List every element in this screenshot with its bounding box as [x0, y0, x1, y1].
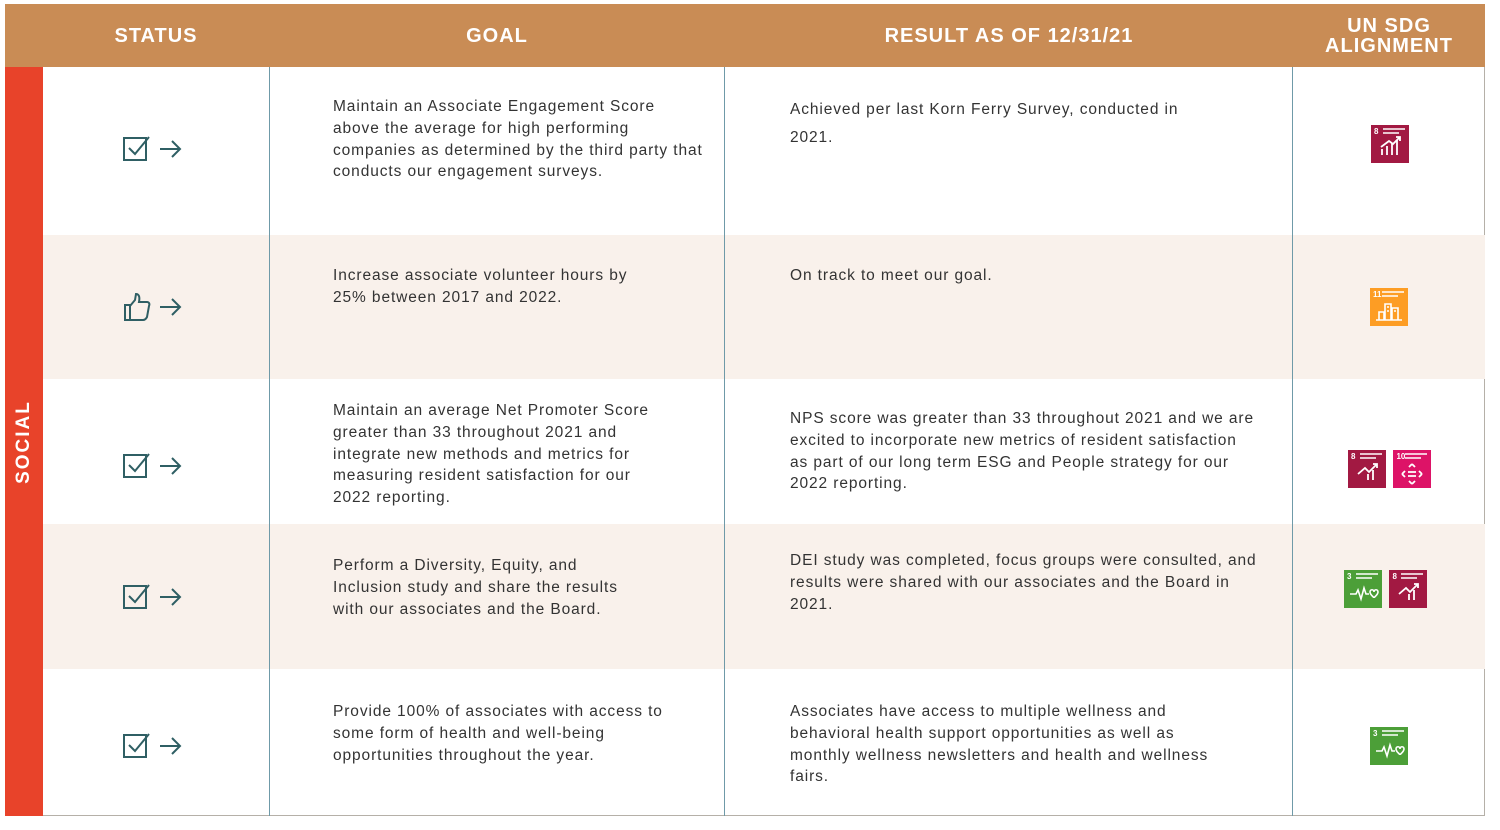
goal-text: Provide 100% of associates with access to some form of health and well-being opportunities throughout the year. — [333, 703, 663, 764]
status-column-header: STATUS — [114, 24, 198, 47]
equality-arrows-icon — [1402, 464, 1422, 484]
status-indicator — [122, 292, 184, 322]
status-indicator — [122, 731, 184, 761]
growth-chart-icon — [1381, 137, 1400, 155]
check-box-icon — [124, 137, 149, 160]
arrow-right-icon — [160, 738, 180, 754]
sdg-11-icon: 11 — [1370, 288, 1408, 326]
result-text: DEI study was completed, focus groups were consulted, and results were shared with our associates and the Board in 2021. — [790, 552, 1257, 613]
sdg-icons — [1370, 727, 1408, 765]
sdg-icons — [1344, 570, 1427, 608]
sdg-icons — [1348, 450, 1431, 488]
sdg-8-icon: 8 — [1389, 570, 1427, 608]
status-indicator — [122, 582, 184, 612]
sdg-column-header — [1293, 4, 1485, 67]
heartbeat-icon — [1350, 588, 1378, 599]
city-buildings-icon — [1376, 304, 1402, 320]
category-label: SOCIAL — [13, 400, 34, 484]
column-divider — [269, 67, 270, 816]
goal-text: Maintain an average Net Promoter Score greater than 33 throughout 2021 and integrate new methods and metrics for measuring resident satisfaction for our 2022 reporting. — [333, 402, 649, 507]
result-text: Achieved per last Korn Ferry Survey, conducted in 2021. — [790, 101, 1179, 146]
result-text: Associates have access to multiple wellness and behavioral health support opportunities as well as monthly wellness newsletters and health and wellness fairs. — [790, 703, 1209, 786]
status-indicator — [122, 451, 184, 481]
table-row — [43, 379, 1485, 524]
goal-text: Increase associate volunteer hours by 25% between 2017 and 2022. — [333, 267, 628, 306]
sdg-8-icon: 8 — [1348, 450, 1386, 488]
table-row — [43, 67, 1485, 235]
check-box-icon — [124, 734, 149, 757]
sdg-icons — [1371, 125, 1409, 163]
arrow-right-icon — [160, 458, 180, 474]
growth-chart-icon — [1399, 584, 1418, 600]
result-text: On track to meet our goal. — [790, 267, 993, 284]
goal-text: Maintain an Associate Engagement Score above the average for high performing companies as determined by the third party that conducts our engagement surveys. — [333, 98, 703, 181]
sdg-10-icon: 10 — [1393, 450, 1431, 488]
sdg-header-line2: ALIGNMENT — [1325, 34, 1453, 57]
table-header — [5, 4, 1485, 67]
goal-column-header: GOAL — [466, 24, 528, 47]
column-divider — [724, 67, 725, 816]
column-divider — [1292, 67, 1293, 816]
sdg-icons — [1370, 288, 1408, 326]
arrow-right-icon — [160, 589, 180, 605]
arrow-right-icon — [160, 141, 180, 157]
sdg-3-icon: 3 — [1344, 570, 1382, 608]
sdg-header-line1: UN SDG — [1347, 14, 1431, 37]
goal-text: Perform a Diversity, Equity, and Inclusion study and share the results with our associates and the Board. — [333, 557, 618, 618]
check-box-icon — [124, 454, 149, 477]
result-text: NPS score was greater than 33 throughout 2021 and we are excited to incorporate new metrics of resident satisfaction as part of our long term ESG and People strategy for our 2022 reporting. — [790, 410, 1254, 493]
result-column-header: RESULT AS OF 12/31/21 — [884, 24, 1134, 47]
thumbs-up-icon — [125, 294, 149, 320]
check-box-icon — [124, 585, 149, 608]
status-indicator — [122, 134, 184, 164]
heartbeat-icon — [1376, 745, 1404, 756]
table-row — [43, 235, 1485, 379]
sdg-8-icon: 8 — [1371, 125, 1409, 163]
growth-chart-icon — [1358, 464, 1377, 480]
sdg-3-icon: 3 — [1370, 727, 1408, 765]
table-row — [43, 669, 1485, 816]
arrow-right-icon — [160, 299, 180, 315]
